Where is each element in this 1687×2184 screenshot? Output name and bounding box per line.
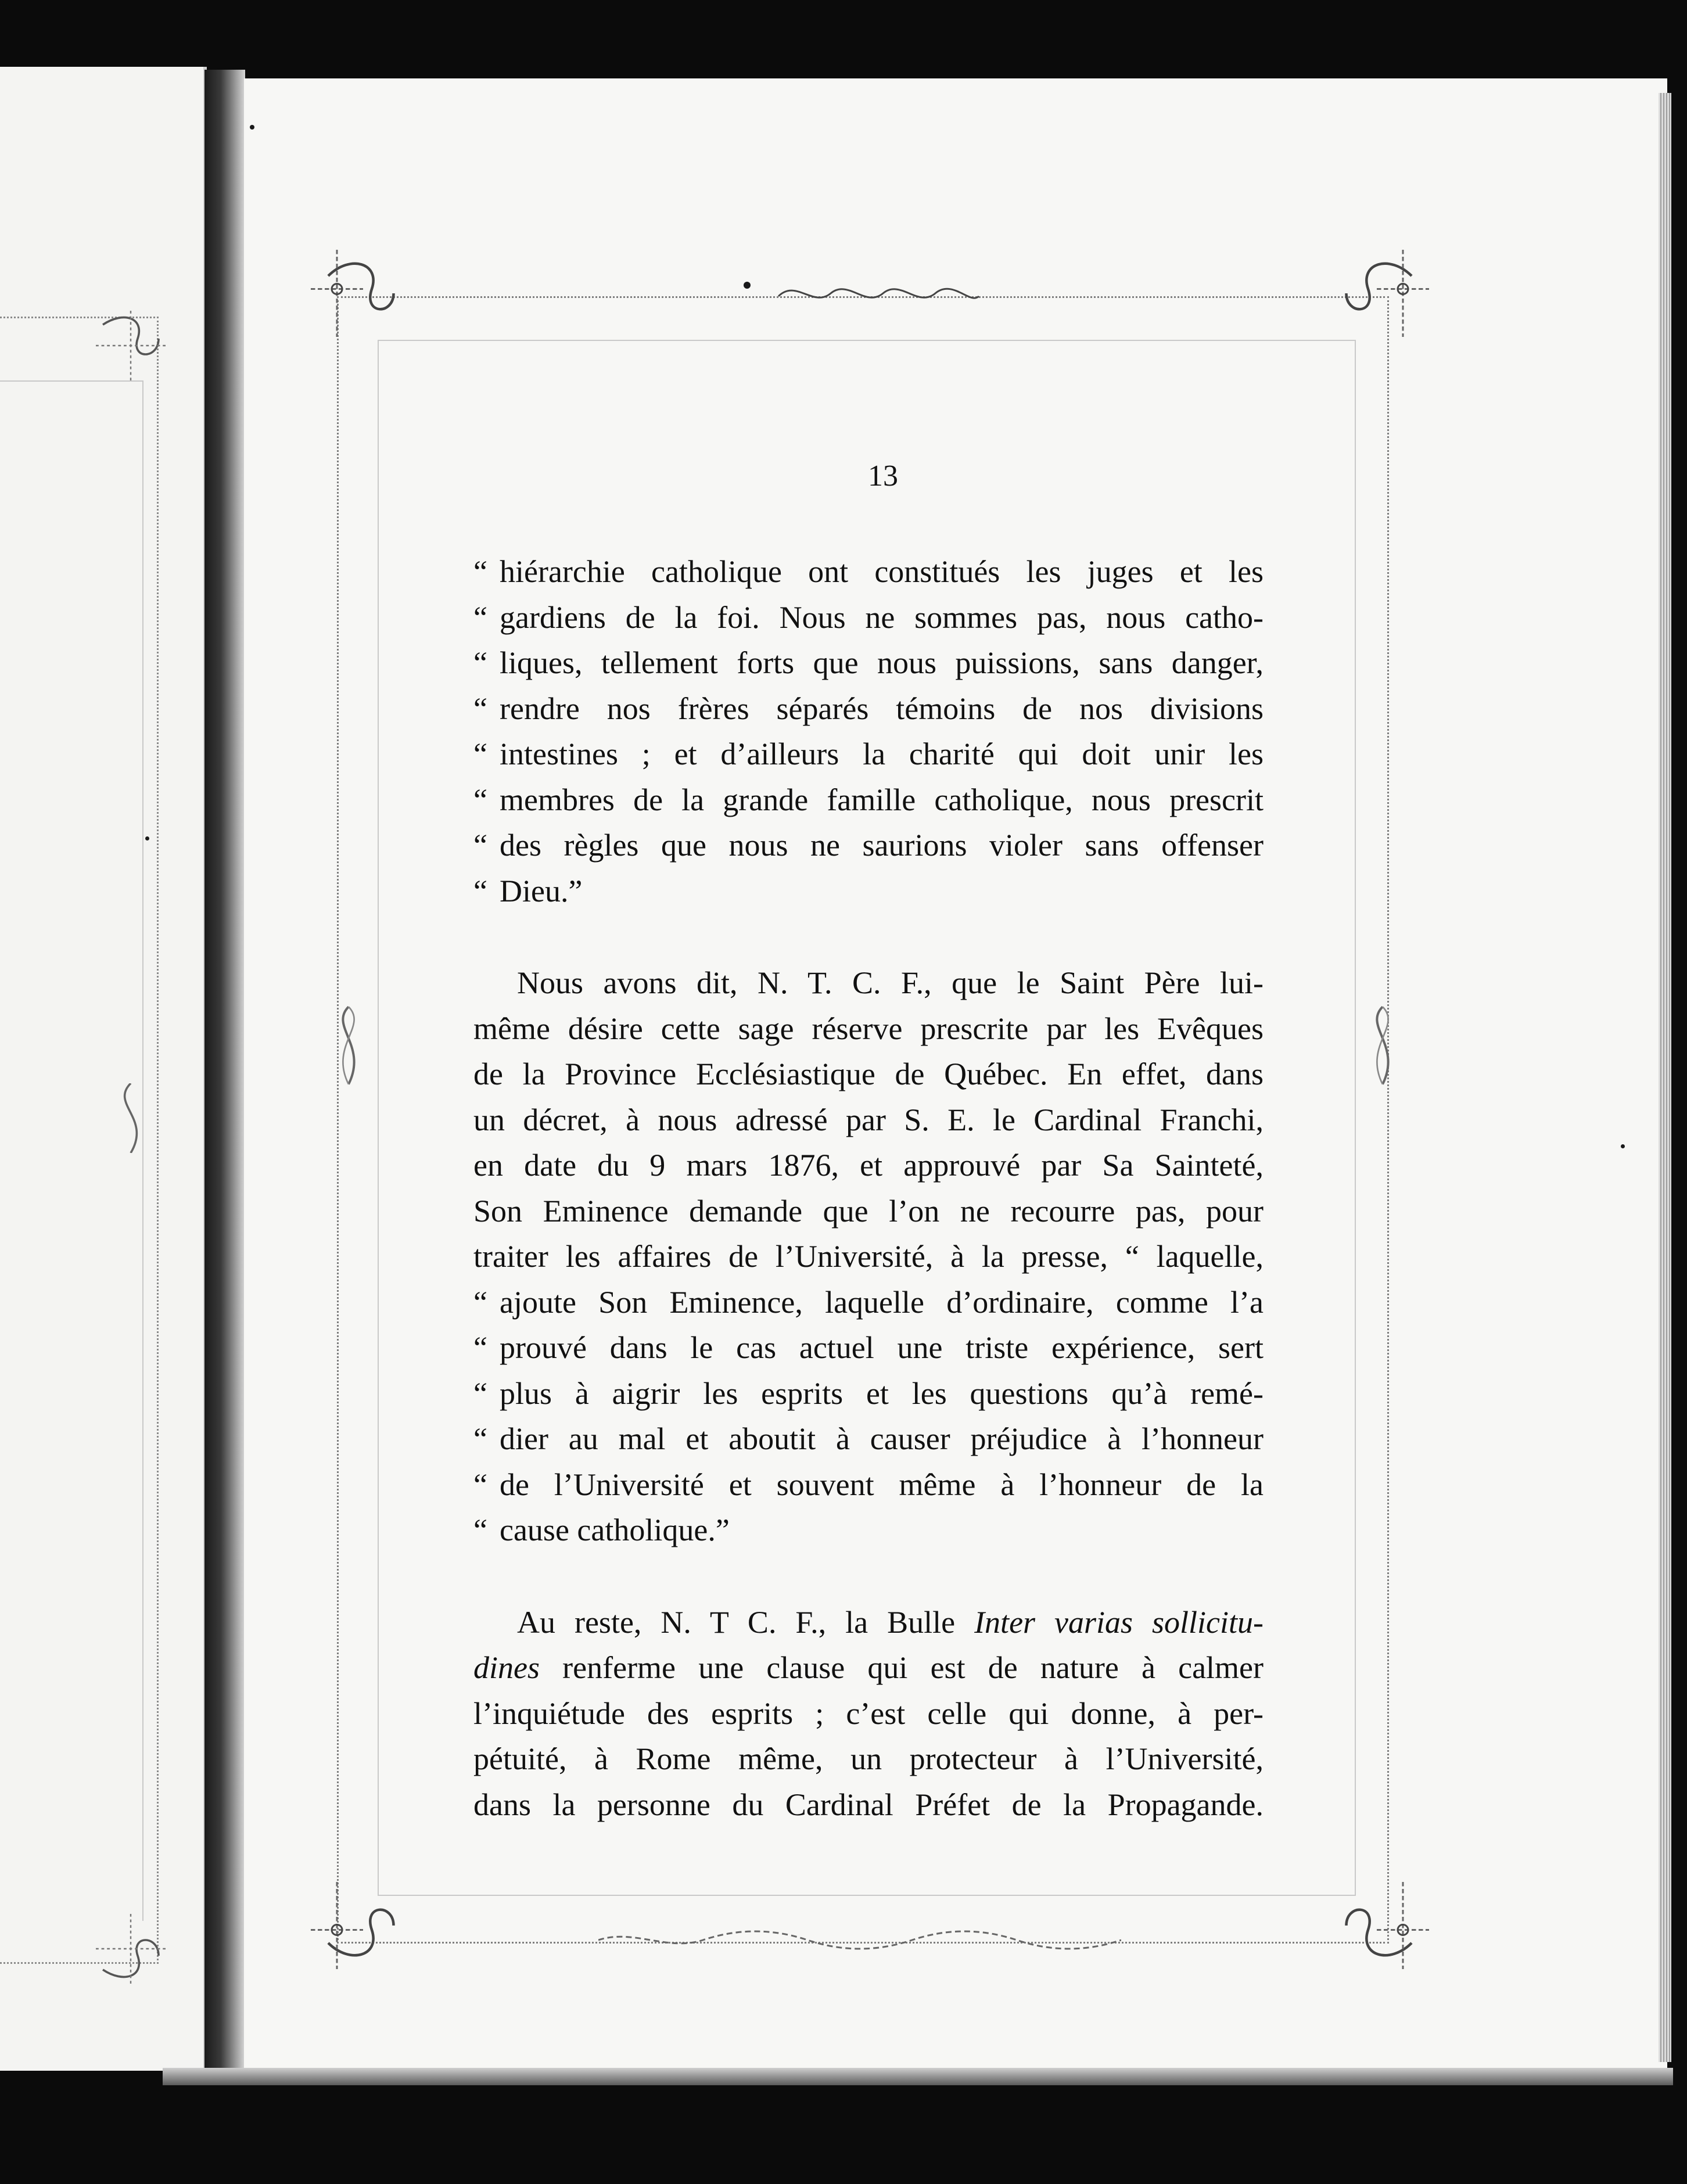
text-line: l’inquiétude des esprits ; c’est celle qui donne, à per- <box>473 1696 1264 1731</box>
bottom-flourish-icon <box>598 1926 1121 1955</box>
top-flourish-icon <box>773 273 982 314</box>
quote-mark: “ <box>473 782 487 817</box>
line-text: Dieu.” <box>500 873 583 908</box>
quote-mark: “ <box>473 828 487 863</box>
text-line <box>473 1280 1264 1326</box>
text-line <box>473 686 1264 732</box>
corner-ornament-icon <box>311 1882 398 1969</box>
text-line <box>473 640 1264 686</box>
text-line <box>473 822 1264 868</box>
book-gutter-shadow <box>204 70 245 2079</box>
italic-title: dines <box>473 1650 540 1685</box>
line-text: ajoute Son Eminence, laquelle d’ordinaire, comme l’a <box>500 1284 1264 1320</box>
text-line <box>473 549 1264 595</box>
italic-title: Inter varias sollicitu- <box>974 1604 1264 1640</box>
text-line <box>473 1462 1264 1508</box>
quote-mark: “ <box>473 1467 487 1502</box>
page-body-text <box>473 549 1264 1827</box>
quote-mark: “ <box>473 1421 487 1456</box>
line-text: liques, tellement forts que nous puissions, sans danger, <box>500 645 1264 680</box>
line-text: Au reste, N. T C. F., la Bulle <box>517 1604 975 1640</box>
text-line: de la Province Ecclésiastique de Québec. En effet, dans <box>473 1057 1264 1091</box>
line-text: membres de la grande famille catholique, nous prescrit <box>500 782 1264 817</box>
line-text: intestines ; et d’ailleurs la charité qui doit unir les <box>500 737 1264 771</box>
line-text: rendre nos frères séparés témoins de nos divisions <box>500 691 1264 726</box>
text-line <box>473 1507 1264 1553</box>
text-line: Nous avons dit, N. T. C. F., que le Saint Père lui- <box>517 965 1264 1000</box>
text-line <box>473 868 1264 914</box>
line-text: de l’Université et souvent même à l’honneur de la <box>500 1467 1264 1502</box>
line-text: renferme une clause qui est de nature à calmer <box>540 1650 1264 1685</box>
line-text: gardiens de la foi. Nous ne sommes pas, nous catho- <box>500 599 1264 635</box>
text-line <box>473 731 1264 777</box>
paragraph-gap <box>473 914 1264 960</box>
corner-ornament-icon <box>96 311 166 380</box>
scan-speck <box>250 125 254 130</box>
line-text: des règles que nous ne saurions violer sans offenser <box>500 828 1264 863</box>
scan-speck <box>744 282 751 289</box>
quotation-paragraph <box>473 549 1264 914</box>
quote-mark: “ <box>473 1284 487 1320</box>
text-line: en date du 9 mars 1876, et approuvé par Sa Sainteté, <box>473 1148 1264 1183</box>
page-number: 13 <box>868 459 898 493</box>
line-text: plus à aigrir les esprits et les questions qu’à remé- <box>500 1375 1264 1411</box>
text-line: un décret, à nous adressé par S. E. le Cardinal Franchi, <box>473 1102 1264 1137</box>
side-ornament-icon <box>1359 1005 1406 1086</box>
page-edges <box>1659 93 1671 2062</box>
quote-mark: “ <box>473 554 487 589</box>
book-bottom-edge <box>163 2068 1673 2085</box>
text-line: même désire cette sage réserve prescrite par les Evêques <box>473 1011 1264 1046</box>
text-line <box>473 1371 1264 1417</box>
corner-ornament-icon <box>311 250 398 337</box>
scan-speck <box>1621 1144 1625 1148</box>
corner-ornament-icon <box>96 1914 166 1984</box>
quote-mark: “ <box>473 645 487 680</box>
text-line: Son Eminence demande que l’on ne recourre pas, pour <box>473 1193 1264 1228</box>
quote-mark: “ <box>473 737 487 771</box>
paragraph-gap <box>473 1553 1264 1600</box>
corner-ornament-icon <box>1342 250 1429 337</box>
scan-speck <box>145 836 149 840</box>
text-line: dans la personne du Cardinal Préfet de la Propagande. <box>473 1787 1264 1822</box>
text-line <box>473 1325 1264 1371</box>
quote-mark: “ <box>473 599 487 635</box>
text-line <box>473 1645 1264 1691</box>
facing-page-left <box>0 67 207 2071</box>
quote-mark: “ <box>473 873 487 908</box>
paragraph-bulle <box>473 1600 1264 1828</box>
text-line: traiter les affaires de l’Université, à la presse, “ laquelle, <box>473 1239 1264 1274</box>
line-text: cause catholique.” <box>500 1513 730 1547</box>
side-ornament-icon <box>325 1005 372 1086</box>
quote-mark: “ <box>473 1330 487 1365</box>
line-text: prouvé dans le cas actuel une triste expérience, sert <box>500 1330 1264 1365</box>
text-line <box>473 595 1264 641</box>
paragraph-decret <box>473 960 1264 1553</box>
text-line <box>473 1416 1264 1462</box>
text-line <box>473 777 1264 823</box>
corner-ornament-icon <box>1342 1882 1429 1969</box>
text-line: pétuité, à Rome même, un protecteur à l’Université, <box>473 1741 1264 1776</box>
side-ornament-icon <box>96 1083 166 1153</box>
line-text: hiérarchie catholique ont constitués les juges et les <box>500 554 1264 589</box>
line-text: dier au mal et aboutit à causer préjudice à l’honneur <box>500 1421 1264 1456</box>
quote-mark: “ <box>473 1513 487 1547</box>
text-line <box>473 1600 1264 1646</box>
quote-mark: “ <box>473 691 487 726</box>
quote-mark: “ <box>473 1375 487 1411</box>
